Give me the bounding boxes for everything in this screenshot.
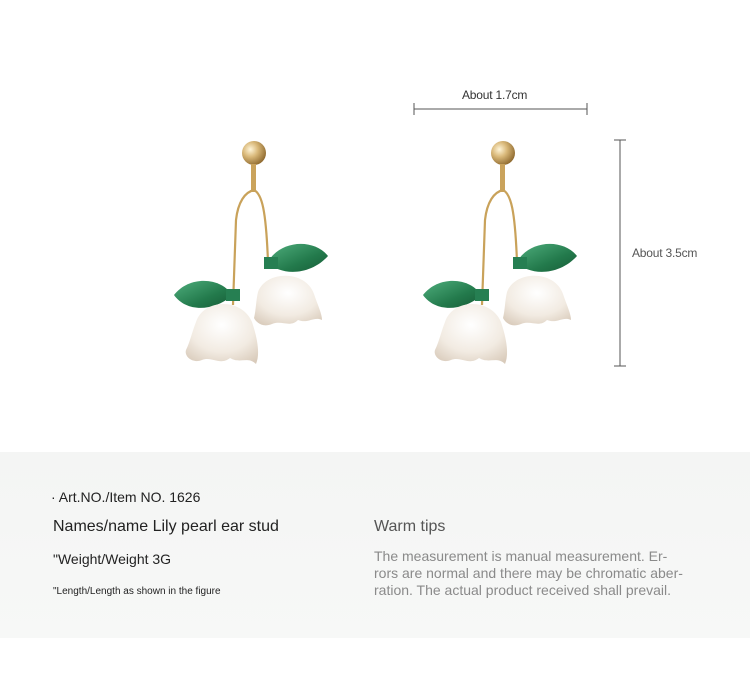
height-label: About 3.5cm	[632, 246, 698, 260]
warm-tips-line: ration. The actual product received shall prevail.	[374, 582, 672, 598]
item-number: · Art.NO./Item NO. 1626	[51, 489, 201, 505]
product-length: "Length/Length as shown in the figure	[53, 586, 221, 597]
height-dimension-line	[614, 140, 626, 366]
bottom-margin	[0, 638, 750, 692]
left-earring	[174, 141, 328, 364]
warm-tips-line: The measurement is manual measurement. Er-	[374, 548, 668, 564]
width-label: About 1.7cm	[462, 88, 528, 102]
width-dimension-line	[414, 103, 587, 115]
product-weight: "Weight/Weight 3G	[53, 551, 172, 567]
warm-tips-text	[374, 548, 704, 599]
product-info-panel	[0, 452, 750, 638]
warm-tips-line: rors are normal and there may be chromatic aber-	[374, 565, 683, 581]
warm-tips-title: Warm tips	[374, 518, 446, 535]
product-name: Names/name Lily pearl ear stud	[53, 518, 279, 535]
right-earring	[423, 141, 577, 364]
